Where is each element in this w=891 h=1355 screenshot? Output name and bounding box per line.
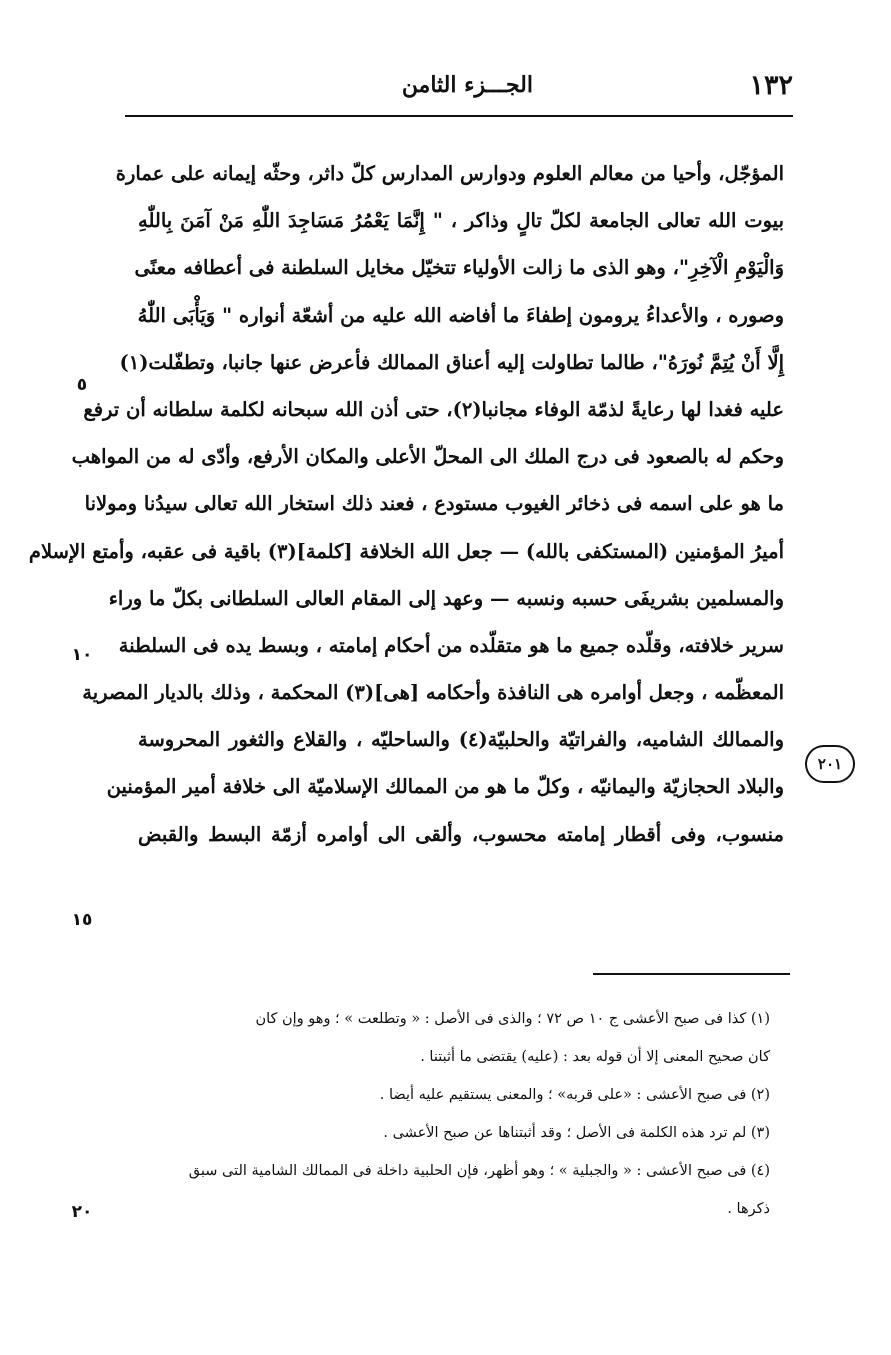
text-line: بيوت الله تعالى الجامعة لكلّ تالٍ وذاكر ، " إِنَّمَا يَعْمُرُ مَسَاجِدَ اللّٰهِ مَنْ آمَنَ بِاللّٰهِ bbox=[138, 209, 784, 233]
text-line: والبلاد الحجازيّة واليمانيّه ، وكلّ ما هو من الممالك الإسلاميّة الى خلافة أمير المؤمنين bbox=[106, 775, 784, 799]
text-line: منسوب، وفى أقطار إمامته محسوب، وألقى الى أوامره أزمّة البسط والقبض bbox=[138, 822, 784, 846]
line-number-20: ٢٠ bbox=[71, 1202, 93, 1222]
folio-mark: ٢٠١ bbox=[805, 745, 855, 783]
line-number-10: ١٠ bbox=[71, 645, 93, 665]
footnote-line: (٣) لم ترد هذه الكلمة فى الأصل ؛ وقد أثبتناها عن صبح الأعشى . bbox=[383, 1125, 770, 1141]
page-header bbox=[125, 62, 793, 114]
footnote-line: (٢) فى صبح الأعشى : «على قربه» ؛ والمعنى يستقيم عليه أيضا . bbox=[379, 1087, 770, 1103]
footnote-rule bbox=[593, 973, 790, 975]
text-line: وَالْيَوْمِ الْآخِرِ"، وهو الذى ما زالت الأولياء تتخيّل مخايل السلطنة فى أعطافه معنًى bbox=[134, 256, 784, 280]
footnote-line: كان صحيح المعنى إلا أن قوله بعد : (عليه) يقتضى ما أثبتنا . bbox=[420, 1049, 770, 1065]
footnote-line: ذكرها . bbox=[727, 1201, 770, 1217]
page-number: ١٣٢ bbox=[749, 70, 793, 101]
footnotes bbox=[138, 1000, 770, 1228]
text-line: والممالك الشاميه، والفراتيّة والحلبيّة(٤) والساحليّه ، والقلاع والثغور المحروسة bbox=[138, 728, 784, 752]
running-title: الجـــزء الثامن bbox=[401, 72, 533, 98]
text-line: المؤجّل، وأحيا من معالم العلوم ودوارس المدارس كلّ داثر، وحثّه إيمانه على عمارة bbox=[115, 162, 784, 185]
text-line: المعظّمه ، وجعل أوامره هى النافذة وأحكامه [هى](٣) المحكمة ، وذلك بالديار المصرية bbox=[82, 681, 784, 705]
footnote-line: (١) كذا فى صبح الأعشى ج ١٠ ص ٧٢ ؛ والذى فى الأصل : « وتطلعت » ؛ وهو وإن كان bbox=[255, 1011, 770, 1027]
text-line: إِلَّا أَنْ يُتِمَّ نُورَهُ"، طالما تطاولت إليه أعناق الممالك فأعرض عنها جانبا، وتطفّلت(١) bbox=[119, 350, 784, 374]
line-number-5: ٥ bbox=[76, 375, 88, 395]
line-number-15: ١٥ bbox=[71, 910, 93, 930]
text-line: سرير خلافته، وقلّده جميع ما هو متقلّده من أحكام إمامته ، وبسط يده فى السلطنة bbox=[118, 633, 784, 657]
header-rule bbox=[125, 115, 793, 117]
text-line: وحكم له بالصعود فى درج الملك الى المحلّ الأعلى والمكان الأرفع، وأدّى له من المواهب bbox=[71, 445, 784, 469]
text-line: أميرُ المؤمنين (المستكفى بالله) — جعل الله الخلافة [كلمة](٣) باقية فى عقبه، وأمتع الإسلام bbox=[28, 539, 784, 563]
text-line: عليه فغدا لها رعايةً لذمّة الوفاء مجانبا(٢)، حتى أذن الله سبحانه لكلمة سلطانه أن ترفع bbox=[83, 397, 784, 421]
text-line: والمسلمين بشريفَى حسبه ونسبه — وعهد إلى المقام العالى السلطانى بكلّ ما وراء bbox=[108, 586, 784, 610]
footnote-line: (٤) فى صبح الأعشى : « والجبلية » ؛ وهو أظهر، فإن الحلبية داخلة فى الممالك الشامية التى سبق bbox=[188, 1163, 770, 1179]
text-line: ما هو على اسمه فى ذخائر الغيوب مستودع ، فعند ذلك استخار الله تعالى سيدُنا ومولانا bbox=[84, 492, 784, 516]
text-line: وصوره ، والأعداءُ يرومون إطفاءَ ما أفاضه الله عليه من أشعّة أنواره " وَيَأْبَى اللّٰهُ bbox=[137, 303, 784, 327]
